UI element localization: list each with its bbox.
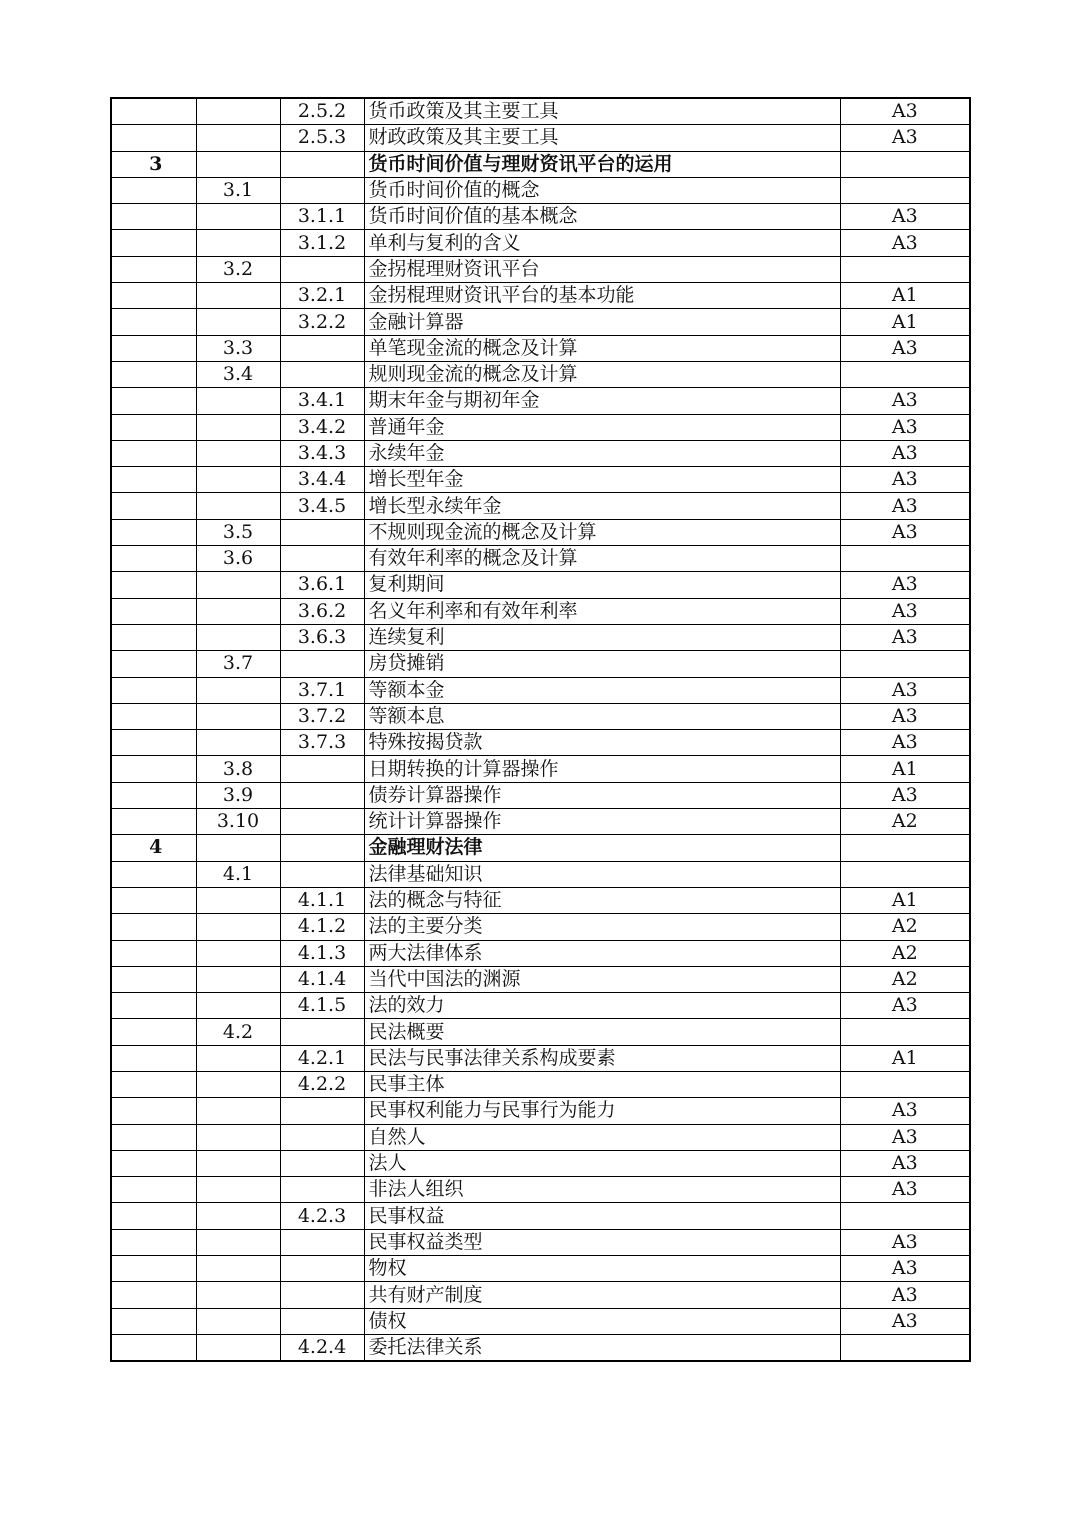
subsection-number-cell: 3.1.1: [280, 204, 364, 230]
table-row: [111, 283, 970, 309]
subsection-number-cell: 4.1.3: [280, 940, 364, 966]
proficiency-level-cell: A3: [840, 388, 970, 414]
table-row: [111, 1282, 970, 1308]
subsection-number-cell: 4.2.1: [280, 1045, 364, 1071]
subsection-number-cell: 4.1.1: [280, 887, 364, 913]
section-number-cell: [196, 703, 280, 729]
chapter-number-cell: [111, 572, 196, 598]
topic-title-cell: 物权: [364, 1256, 840, 1282]
chapter-number-cell: [111, 230, 196, 256]
subsection-number-cell: [280, 809, 364, 835]
topic-title-cell: 金拐棍理财资讯平台: [364, 256, 840, 282]
chapter-number-cell: [111, 1124, 196, 1150]
section-number-cell: [196, 283, 280, 309]
topic-title-cell: 金融计算器: [364, 309, 840, 335]
chapter-number-cell: [111, 756, 196, 782]
proficiency-level-cell: A1: [840, 309, 970, 335]
section-number-cell: [196, 993, 280, 1019]
proficiency-level-cell: A1: [840, 887, 970, 913]
chapter-number-cell: [111, 809, 196, 835]
proficiency-level-cell: A2: [840, 914, 970, 940]
topic-title-cell: 金融理财法律: [364, 835, 840, 861]
proficiency-level-cell: A2: [840, 966, 970, 992]
proficiency-level-cell: A3: [840, 335, 970, 361]
table-row: [111, 361, 970, 387]
topic-title-cell: 金拐棍理财资讯平台的基本功能: [364, 283, 840, 309]
subsection-number-cell: [280, 335, 364, 361]
proficiency-level-cell: A3: [840, 677, 970, 703]
topic-title-cell: 共有财产制度: [364, 1282, 840, 1308]
table-row: [111, 177, 970, 203]
topic-title-cell: 当代中国法的渊源: [364, 966, 840, 992]
chapter-number-cell: [111, 1019, 196, 1045]
section-number-cell: [196, 1282, 280, 1308]
section-number-cell: [196, 572, 280, 598]
section-number-cell: [196, 966, 280, 992]
subsection-number-cell: 3.7.3: [280, 730, 364, 756]
section-number-cell: [196, 309, 280, 335]
proficiency-level-cell: [840, 1071, 970, 1097]
section-number-cell: [196, 1071, 280, 1097]
topic-title-cell: 法的主要分类: [364, 914, 840, 940]
section-number-cell: [196, 204, 280, 230]
section-number-cell: [196, 940, 280, 966]
topic-title-cell: 债权: [364, 1308, 840, 1334]
topic-title-cell: 民法概要: [364, 1019, 840, 1045]
table-row: [111, 887, 970, 913]
topic-title-cell: 两大法律体系: [364, 940, 840, 966]
topic-title-cell: 日期转换的计算器操作: [364, 756, 840, 782]
proficiency-level-cell: A2: [840, 940, 970, 966]
chapter-number-cell: [111, 388, 196, 414]
subsection-number-cell: [280, 1019, 364, 1045]
table-row: [111, 809, 970, 835]
topic-title-cell: 民法与民事法律关系构成要素: [364, 1045, 840, 1071]
proficiency-level-cell: [840, 651, 970, 677]
subsection-number-cell: 4.1.4: [280, 966, 364, 992]
section-number-cell: [196, 1203, 280, 1229]
chapter-number-cell: [111, 125, 196, 151]
subsection-number-cell: 4.1.2: [280, 914, 364, 940]
table-row: [111, 572, 970, 598]
proficiency-level-cell: A3: [840, 230, 970, 256]
proficiency-level-cell: [840, 835, 970, 861]
section-number-cell: 3.6: [196, 546, 280, 572]
chapter-number-cell: 4: [111, 835, 196, 861]
table-row: [111, 966, 970, 992]
subsection-number-cell: 4.2.2: [280, 1071, 364, 1097]
section-number-cell: [196, 230, 280, 256]
table-row: [111, 546, 970, 572]
subsection-number-cell: [280, 361, 364, 387]
table-row: [111, 598, 970, 624]
table-row: [111, 151, 970, 177]
topic-title-cell: 货币政策及其主要工具: [364, 98, 840, 125]
subsection-number-cell: 3.6.2: [280, 598, 364, 624]
proficiency-level-cell: A3: [840, 1229, 970, 1255]
topic-title-cell: 房贷摊销: [364, 651, 840, 677]
chapter-number-cell: [111, 204, 196, 230]
subsection-number-cell: 3.2.2: [280, 309, 364, 335]
chapter-number-cell: [111, 782, 196, 808]
proficiency-level-cell: A3: [840, 493, 970, 519]
table-row: [111, 1256, 970, 1282]
chapter-number-cell: [111, 519, 196, 545]
subsection-number-cell: [280, 1229, 364, 1255]
proficiency-level-cell: A3: [840, 993, 970, 1019]
subsection-number-cell: [280, 756, 364, 782]
proficiency-level-cell: A3: [840, 1150, 970, 1176]
chapter-number-cell: [111, 1203, 196, 1229]
table-row: [111, 993, 970, 1019]
chapter-number-cell: [111, 624, 196, 650]
subsection-number-cell: [280, 835, 364, 861]
proficiency-level-cell: A3: [840, 467, 970, 493]
chapter-number-cell: [111, 467, 196, 493]
chapter-number-cell: [111, 966, 196, 992]
table-row: [111, 914, 970, 940]
table-row: [111, 677, 970, 703]
chapter-number-cell: [111, 335, 196, 361]
syllabus-table-body: [111, 98, 970, 1361]
subsection-number-cell: 3.2.1: [280, 283, 364, 309]
table-row: [111, 1045, 970, 1071]
subsection-number-cell: [280, 1282, 364, 1308]
proficiency-level-cell: A3: [840, 98, 970, 125]
table-row: [111, 309, 970, 335]
proficiency-level-cell: A3: [840, 730, 970, 756]
chapter-number-cell: [111, 414, 196, 440]
table-row: [111, 1308, 970, 1334]
topic-title-cell: 货币时间价值与理财资讯平台的运用: [364, 151, 840, 177]
table-row: [111, 861, 970, 887]
topic-title-cell: 单利与复利的含义: [364, 230, 840, 256]
topic-title-cell: 不规则现金流的概念及计算: [364, 519, 840, 545]
topic-title-cell: 民事主体: [364, 1071, 840, 1097]
chapter-number-cell: [111, 546, 196, 572]
section-number-cell: [196, 388, 280, 414]
table-row: [111, 703, 970, 729]
section-number-cell: [196, 598, 280, 624]
section-number-cell: 3.8: [196, 756, 280, 782]
proficiency-level-cell: [840, 546, 970, 572]
proficiency-level-cell: A3: [840, 624, 970, 650]
proficiency-level-cell: A3: [840, 1098, 970, 1124]
subsection-number-cell: [280, 1256, 364, 1282]
section-number-cell: [196, 1150, 280, 1176]
section-number-cell: 3.10: [196, 809, 280, 835]
chapter-number-cell: [111, 1256, 196, 1282]
chapter-number-cell: [111, 861, 196, 887]
table-row: [111, 624, 970, 650]
section-number-cell: [196, 1229, 280, 1255]
subsection-number-cell: 2.5.3: [280, 125, 364, 151]
section-number-cell: 3.7: [196, 651, 280, 677]
topic-title-cell: 永续年金: [364, 440, 840, 466]
topic-title-cell: 民事权利能力与民事行为能力: [364, 1098, 840, 1124]
chapter-number-cell: [111, 651, 196, 677]
chapter-number-cell: [111, 1282, 196, 1308]
table-row: [111, 651, 970, 677]
chapter-number-cell: [111, 993, 196, 1019]
section-number-cell: [196, 1334, 280, 1361]
section-number-cell: [196, 1124, 280, 1150]
section-number-cell: [196, 151, 280, 177]
proficiency-level-cell: [840, 861, 970, 887]
table-row: [111, 1334, 970, 1361]
subsection-number-cell: 3.6.3: [280, 624, 364, 650]
proficiency-level-cell: [840, 1334, 970, 1361]
chapter-number-cell: [111, 1098, 196, 1124]
chapter-number-cell: [111, 1150, 196, 1176]
topic-title-cell: 等额本息: [364, 703, 840, 729]
section-number-cell: [196, 730, 280, 756]
subsection-number-cell: [280, 1150, 364, 1176]
subsection-number-cell: [280, 256, 364, 282]
table-row: [111, 519, 970, 545]
subsection-number-cell: 3.7.2: [280, 703, 364, 729]
table-row: [111, 1203, 970, 1229]
chapter-number-cell: [111, 1071, 196, 1097]
chapter-number-cell: [111, 256, 196, 282]
table-row: [111, 388, 970, 414]
topic-title-cell: 委托法律关系: [364, 1334, 840, 1361]
table-row: [111, 1124, 970, 1150]
chapter-number-cell: [111, 914, 196, 940]
proficiency-level-cell: [840, 361, 970, 387]
subsection-number-cell: 4.2.4: [280, 1334, 364, 1361]
section-number-cell: [196, 1045, 280, 1071]
table-row: [111, 440, 970, 466]
proficiency-level-cell: [840, 177, 970, 203]
topic-title-cell: 连续复利: [364, 624, 840, 650]
table-row: [111, 256, 970, 282]
section-number-cell: [196, 887, 280, 913]
subsection-number-cell: [280, 861, 364, 887]
chapter-number-cell: [111, 887, 196, 913]
chapter-number-cell: [111, 1334, 196, 1361]
subsection-number-cell: [280, 1308, 364, 1334]
subsection-number-cell: 4.1.5: [280, 993, 364, 1019]
chapter-number-cell: 3: [111, 151, 196, 177]
topic-title-cell: 财政政策及其主要工具: [364, 125, 840, 151]
chapter-number-cell: [111, 1177, 196, 1203]
proficiency-level-cell: A1: [840, 1045, 970, 1071]
subsection-number-cell: [280, 1098, 364, 1124]
table-row: [111, 756, 970, 782]
section-number-cell: [196, 835, 280, 861]
proficiency-level-cell: A3: [840, 414, 970, 440]
subsection-number-cell: [280, 651, 364, 677]
topic-title-cell: 等额本金: [364, 677, 840, 703]
proficiency-level-cell: A3: [840, 1124, 970, 1150]
topic-title-cell: 货币时间价值的基本概念: [364, 204, 840, 230]
table-row: [111, 782, 970, 808]
chapter-number-cell: [111, 98, 196, 125]
chapter-number-cell: [111, 730, 196, 756]
chapter-number-cell: [111, 598, 196, 624]
table-row: [111, 414, 970, 440]
subsection-number-cell: 3.4.3: [280, 440, 364, 466]
chapter-number-cell: [111, 940, 196, 966]
section-number-cell: [196, 440, 280, 466]
section-number-cell: [196, 1098, 280, 1124]
chapter-number-cell: [111, 493, 196, 519]
subsection-number-cell: [280, 546, 364, 572]
table-row: [111, 1229, 970, 1255]
proficiency-level-cell: A3: [840, 782, 970, 808]
chapter-number-cell: [111, 1308, 196, 1334]
table-row: [111, 1019, 970, 1045]
section-number-cell: 3.9: [196, 782, 280, 808]
chapter-number-cell: [111, 177, 196, 203]
topic-title-cell: 特殊按揭贷款: [364, 730, 840, 756]
subsection-number-cell: 2.5.2: [280, 98, 364, 125]
proficiency-level-cell: A3: [840, 1308, 970, 1334]
chapter-number-cell: [111, 309, 196, 335]
section-number-cell: [196, 125, 280, 151]
table-row: [111, 1071, 970, 1097]
proficiency-level-cell: A3: [840, 572, 970, 598]
table-row: [111, 467, 970, 493]
subsection-number-cell: 3.7.1: [280, 677, 364, 703]
section-number-cell: [196, 1308, 280, 1334]
subsection-number-cell: 3.4.5: [280, 493, 364, 519]
topic-title-cell: 期末年金与期初年金: [364, 388, 840, 414]
table-row: [111, 940, 970, 966]
proficiency-level-cell: [840, 256, 970, 282]
subsection-number-cell: [280, 1124, 364, 1150]
proficiency-level-cell: A3: [840, 204, 970, 230]
proficiency-level-cell: A3: [840, 125, 970, 151]
proficiency-level-cell: A3: [840, 598, 970, 624]
table-row: [111, 125, 970, 151]
table-row: [111, 1098, 970, 1124]
chapter-number-cell: [111, 1229, 196, 1255]
proficiency-level-cell: A3: [840, 1256, 970, 1282]
table-row: [111, 493, 970, 519]
table-row: [111, 1177, 970, 1203]
section-number-cell: [196, 467, 280, 493]
section-number-cell: [196, 414, 280, 440]
table-row: [111, 204, 970, 230]
proficiency-level-cell: A3: [840, 1282, 970, 1308]
section-number-cell: 4.1: [196, 861, 280, 887]
syllabus-table: [110, 97, 971, 1362]
subsection-number-cell: [280, 1177, 364, 1203]
table-row: [111, 98, 970, 125]
subsection-number-cell: 3.6.1: [280, 572, 364, 598]
topic-title-cell: 增长型永续年金: [364, 493, 840, 519]
proficiency-level-cell: A3: [840, 703, 970, 729]
topic-title-cell: 有效年利率的概念及计算: [364, 546, 840, 572]
topic-title-cell: 法人: [364, 1150, 840, 1176]
topic-title-cell: 增长型年金: [364, 467, 840, 493]
proficiency-level-cell: [840, 1203, 970, 1229]
subsection-number-cell: [280, 782, 364, 808]
subsection-number-cell: 3.1.2: [280, 230, 364, 256]
section-number-cell: [196, 914, 280, 940]
topic-title-cell: 债券计算器操作: [364, 782, 840, 808]
proficiency-level-cell: A3: [840, 519, 970, 545]
subsection-number-cell: 4.2.3: [280, 1203, 364, 1229]
subsection-number-cell: [280, 177, 364, 203]
topic-title-cell: 法的概念与特征: [364, 887, 840, 913]
subsection-number-cell: 3.4.4: [280, 467, 364, 493]
section-number-cell: 3.5: [196, 519, 280, 545]
chapter-number-cell: [111, 283, 196, 309]
proficiency-level-cell: A2: [840, 809, 970, 835]
table-row: [111, 230, 970, 256]
section-number-cell: 3.4: [196, 361, 280, 387]
topic-title-cell: 民事权益类型: [364, 1229, 840, 1255]
section-number-cell: [196, 624, 280, 650]
chapter-number-cell: [111, 361, 196, 387]
section-number-cell: [196, 1256, 280, 1282]
table-row: [111, 1150, 970, 1176]
table-row: [111, 835, 970, 861]
proficiency-level-cell: A3: [840, 440, 970, 466]
topic-title-cell: 法的效力: [364, 993, 840, 1019]
subsection-number-cell: [280, 519, 364, 545]
section-number-cell: [196, 98, 280, 125]
topic-title-cell: 货币时间价值的概念: [364, 177, 840, 203]
subsection-number-cell: [280, 151, 364, 177]
section-number-cell: 3.1: [196, 177, 280, 203]
proficiency-level-cell: A3: [840, 1177, 970, 1203]
chapter-number-cell: [111, 440, 196, 466]
proficiency-level-cell: [840, 151, 970, 177]
section-number-cell: 3.3: [196, 335, 280, 361]
proficiency-level-cell: A1: [840, 756, 970, 782]
chapter-number-cell: [111, 703, 196, 729]
section-number-cell: [196, 493, 280, 519]
topic-title-cell: 民事权益: [364, 1203, 840, 1229]
topic-title-cell: 非法人组织: [364, 1177, 840, 1203]
subsection-number-cell: 3.4.2: [280, 414, 364, 440]
section-number-cell: 3.2: [196, 256, 280, 282]
topic-title-cell: 统计计算器操作: [364, 809, 840, 835]
topic-title-cell: 单笔现金流的概念及计算: [364, 335, 840, 361]
section-number-cell: [196, 677, 280, 703]
section-number-cell: 4.2: [196, 1019, 280, 1045]
topic-title-cell: 规则现金流的概念及计算: [364, 361, 840, 387]
topic-title-cell: 法律基础知识: [364, 861, 840, 887]
topic-title-cell: 普通年金: [364, 414, 840, 440]
proficiency-level-cell: [840, 1019, 970, 1045]
section-number-cell: [196, 1177, 280, 1203]
table-row: [111, 335, 970, 361]
topic-title-cell: 名义年利率和有效年利率: [364, 598, 840, 624]
proficiency-level-cell: A1: [840, 283, 970, 309]
subsection-number-cell: 3.4.1: [280, 388, 364, 414]
topic-title-cell: 自然人: [364, 1124, 840, 1150]
topic-title-cell: 复利期间: [364, 572, 840, 598]
chapter-number-cell: [111, 677, 196, 703]
chapter-number-cell: [111, 1045, 196, 1071]
table-row: [111, 730, 970, 756]
